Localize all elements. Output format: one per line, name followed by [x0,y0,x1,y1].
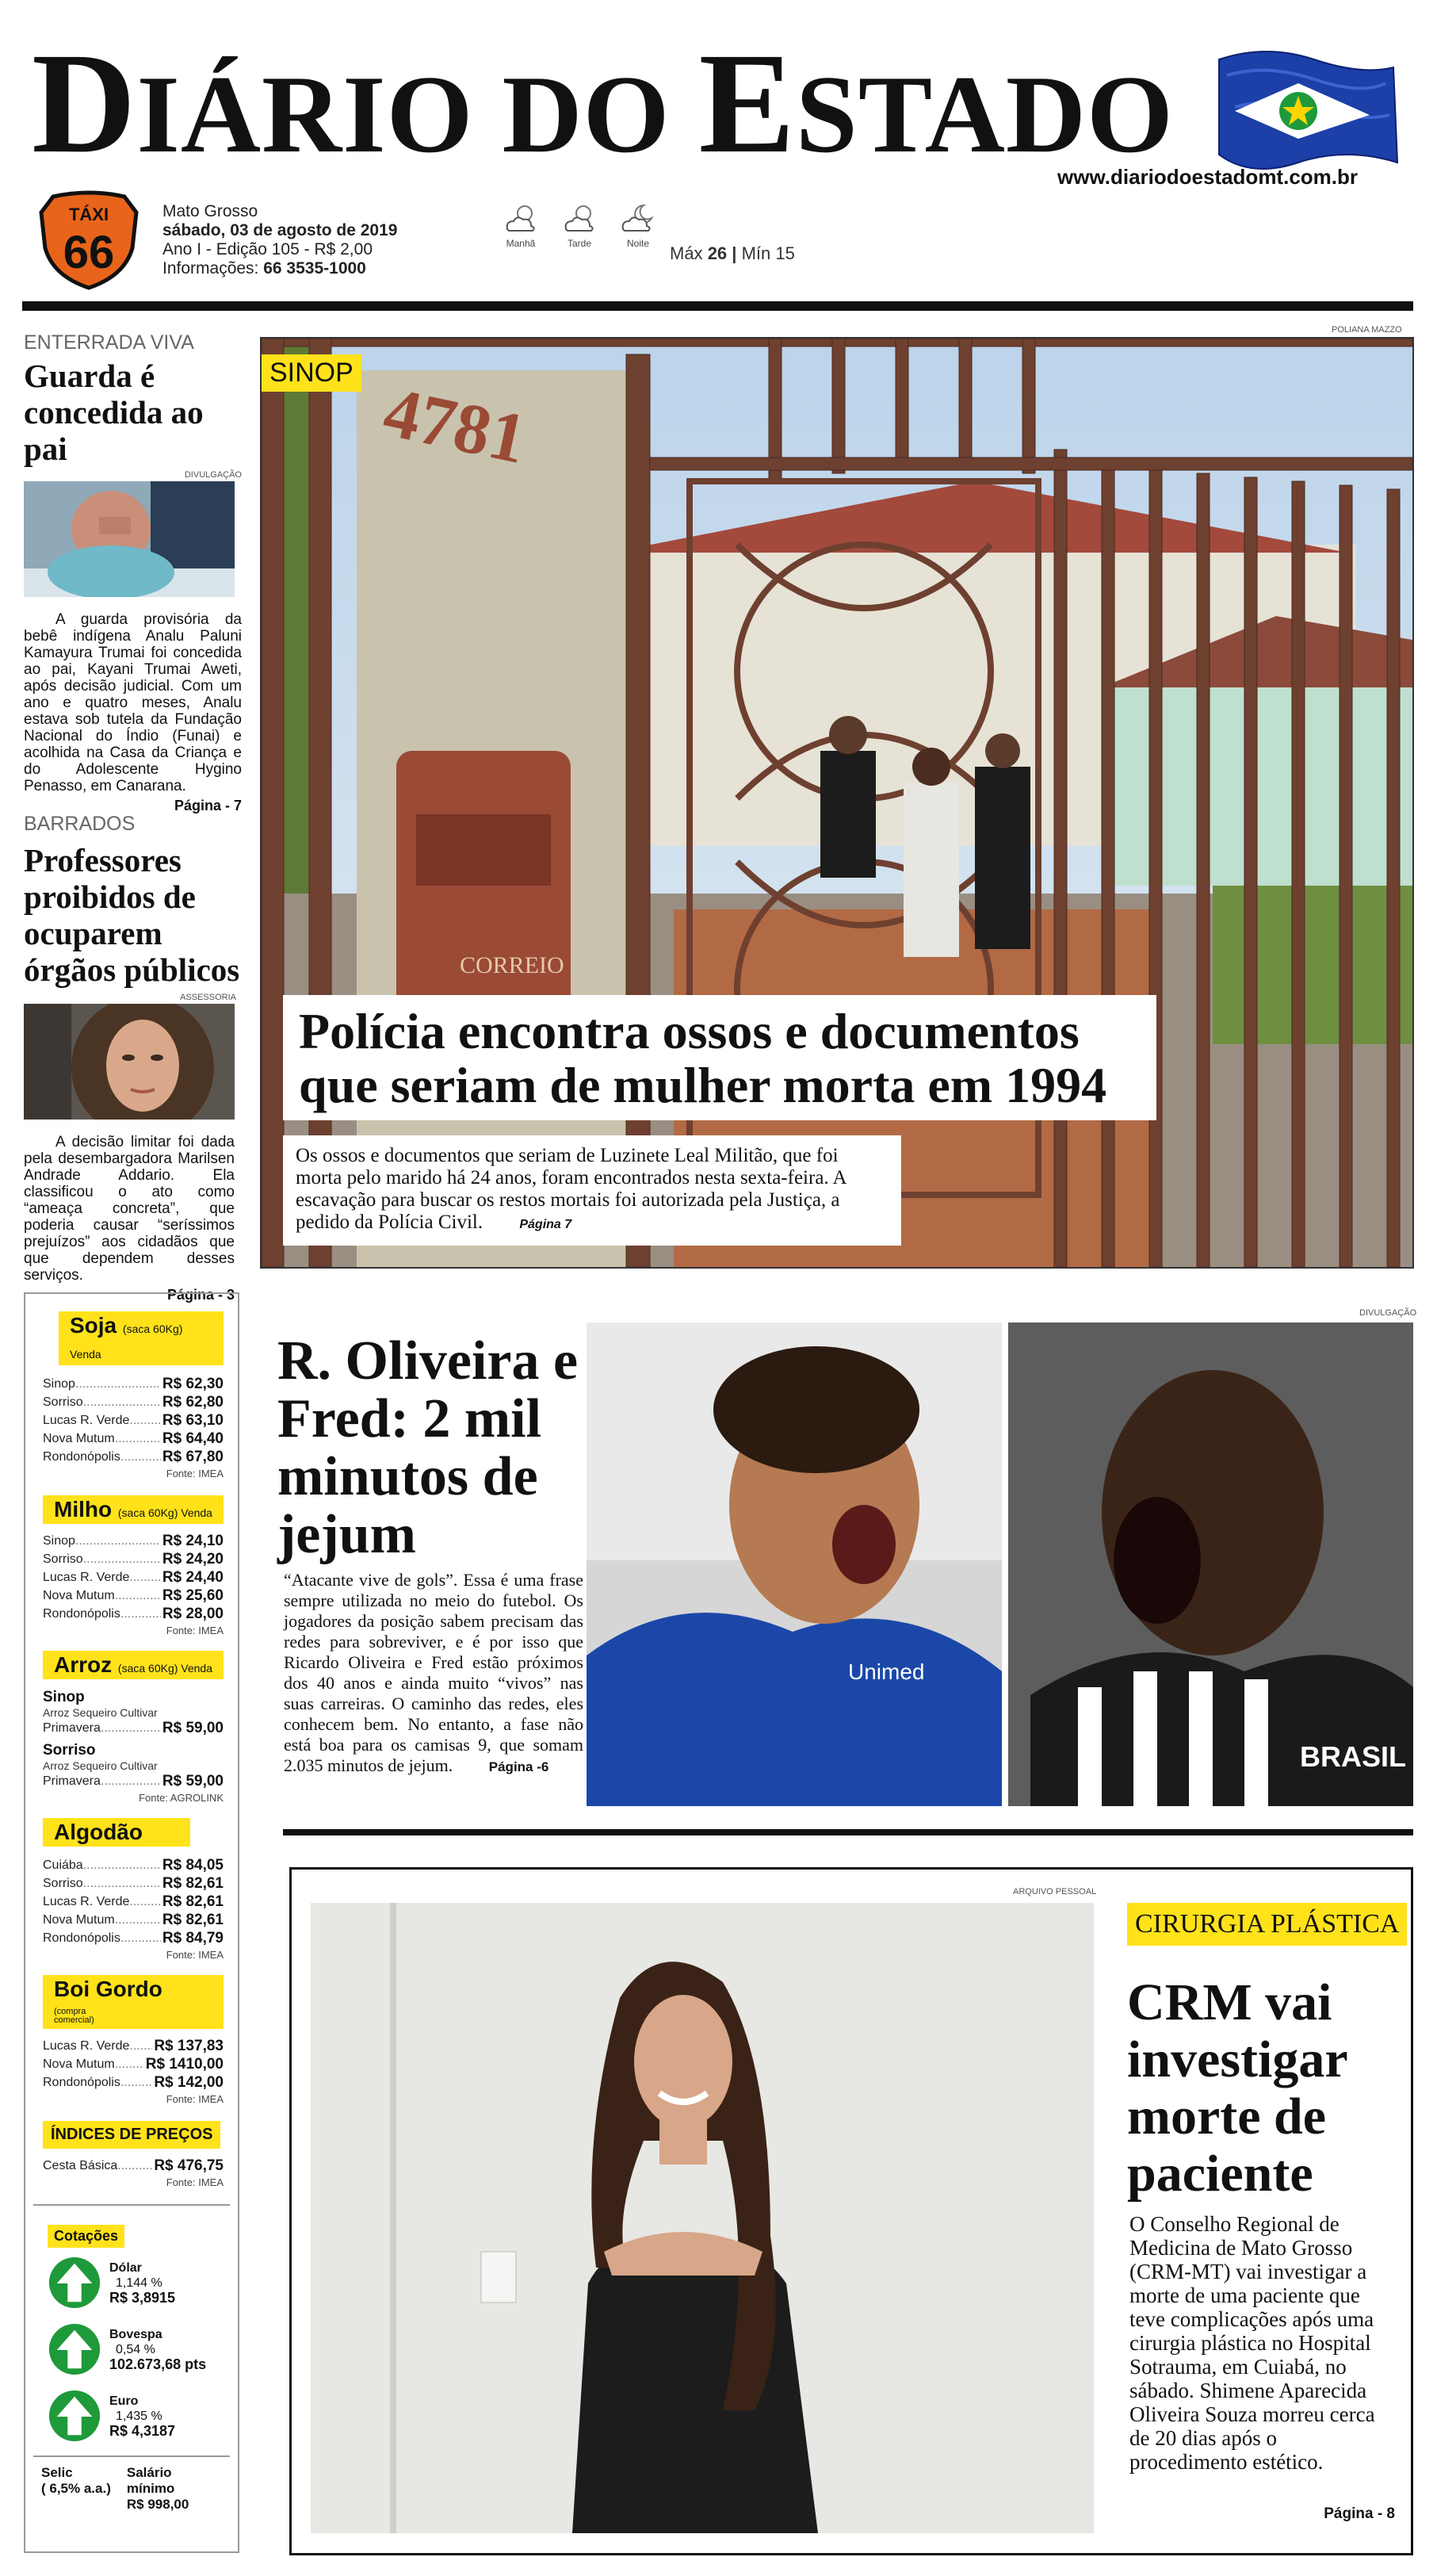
quote-location: Cuiába ..... [43,1856,161,1874]
story3-tag[interactable]: CIRURGIA PLÁSTICA [1127,1903,1407,1946]
cotacao-value: 102.673,68 pts [109,2356,207,2372]
quote-row [43,1448,224,1466]
quote-location: Nova Mutum ..... [43,1430,161,1448]
main-story-tag[interactable]: SINOP [262,354,361,392]
quote-row [43,1893,224,1911]
weather-period-night: Noite [626,238,649,249]
quote-price: R$ 64,40 [162,1430,224,1447]
svg-text:Unimed: Unimed [848,1659,925,1684]
story3-page[interactable]: Página - 8 [1324,2505,1395,2522]
quote-price: R$ 24,10 [162,1533,224,1549]
quote-location: Sorriso ..... [43,1550,161,1568]
quote-price: R$ 67,80 [162,1449,224,1465]
partly-cloudy-icon [558,202,601,235]
cotacao-value: R$ 3,8915 [109,2289,176,2306]
arroz-block [43,1651,224,1804]
cotacao-percent: 0,54 % [116,2342,155,2356]
weather-period-morning: Manhã [506,238,536,249]
boi-block [43,1975,224,2105]
header-divider [22,301,1413,311]
story3-headline[interactable]: CRM vai investigar morte de paciente [1127,1973,1347,2203]
weather-period-afternoon: Tarde [567,238,592,249]
photo-credit: DIVULGAÇÃO [184,470,242,480]
svg-text:66: 66 [63,227,115,278]
quote-row [43,2055,224,2073]
quote-price: R$ 63,10 [162,1412,224,1429]
quote-price: R$ 1410,00 [145,2056,224,2073]
mato-grosso-flag-icon [1211,44,1401,178]
quote-row [43,1929,224,1947]
quote-row [43,2157,224,2175]
story2-headline[interactable]: R. Oliveira e Fred: 2 mil minutos de jejum [277,1330,579,1565]
quote-row [43,1587,224,1605]
svg-text:4781: 4781 [376,372,533,479]
quote-location: Sorriso ..... [43,1874,161,1893]
site-url[interactable]: www.diariodoestadomt.com.br [1057,165,1358,189]
arroz-item: Sorriso Arroz Sequeiro Cultivar Primavera ..... R$ 59,00 [43,1742,224,1790]
football-players-photo [587,1322,1413,1806]
cotacoes-block [33,2204,230,2443]
side-story-2[interactable] [24,813,250,1303]
salario-minimo: Salário mínimo R$ 998,00 [126,2465,189,2512]
market-quotes-sidebar [24,1292,239,2553]
boi-title: Boi Gordo (compra comercial) [43,1975,224,2029]
temperature-range: Máx 26 | Mín 15 [670,243,795,263]
story2-photo-credit: DIVULGAÇÃO [1359,1308,1417,1318]
quote-price: R$ 62,30 [162,1376,224,1392]
milho-source: Fonte: IMEA [166,1625,224,1636]
indices-source: Fonte: IMEA [166,2176,224,2188]
story2-page[interactable]: Página -6 [488,1759,549,1774]
up-arrow-icon [48,2322,101,2376]
cotacao-item [48,2256,222,2310]
quote-price: R$ 84,05 [162,1857,224,1874]
baby-photo [24,481,235,597]
side-story-2-headline[interactable]: Professores proibidos de ocuparem órgãos públicos [24,842,240,988]
quote-price: R$ 82,61 [162,1912,224,1928]
rates-block [33,2455,230,2513]
cotacao-percent: 1,435 % [116,2409,162,2423]
cotacao-name: Bovespa [109,2327,162,2341]
cotacao-item [48,2389,222,2443]
indices-block [43,2121,224,2188]
soja-source: Fonte: IMEA [166,1468,224,1479]
quote-location: Rondonópolis ..... [43,1448,161,1466]
quote-price: R$ 24,20 [162,1551,224,1567]
quote-row [43,2037,224,2055]
cotacoes-title: Cotações [48,2225,124,2248]
main-story-page[interactable]: Página 7 [519,1218,572,1231]
quote-price: R$ 62,80 [162,1394,224,1410]
cotacao-name: Dólar [109,2260,142,2275]
quote-location: Lucas R. Verde ..... [43,1568,161,1587]
soja-title: Soja (saca 60Kg) Venda [59,1311,224,1365]
side-story-2-body: A decisão limitar foi dada pela desembargadora Marilsen Andrade Addario. Ela classificou o ato como “ameaça concreta”, que poderia causar “seríssimos prejuízos” aos cidadãos que que dependem desses serviços. [24,1134,235,1284]
edition-number: Ano I - Edição 105 - R$ 2,00 [162,240,373,258]
quote-price: R$ 25,60 [162,1587,224,1604]
side-story-1[interactable] [24,331,242,814]
quote-row [43,1430,224,1448]
svg-text:BRASIL: BRASIL [1300,1740,1406,1773]
side-story-2-kicker: BARRADOS [24,813,136,835]
story2-body: “Atacante vive de gols”. Essa é uma frase sempre utilizada no meio do futebol. Os jogadores da posição sabem precisam das redes para sobreviver, e é por isso que Ricardo Oliveira e Fred estão próximos dos 40 anos e ainda muito “vivos” nas suas carreiras. O caminho das redes, eles conhecem bem. No entanto, a fase não está boa para os camisas 9, que somam 2.035 minutos de jejum. Página -6 [284,1570,583,1775]
house-gate-photo [262,339,1412,1267]
arroz-title: Arroz (saca 60Kg) Venda [43,1651,224,1679]
quote-location: Sinop ..... [43,1532,161,1550]
cotacoes-list [48,2256,222,2443]
milho-rows [43,1532,224,1623]
quote-location: Rondonópolis ..... [43,1929,161,1947]
up-arrow-icon [48,2256,101,2310]
quote-row [43,1393,224,1411]
quote-location: Rondonópolis ..... [43,1605,161,1623]
quote-price: R$ 28,00 [162,1606,224,1622]
algodao-rows [43,1856,224,1947]
quote-price: R$ 476,75 [154,2157,224,2174]
quote-location: Lucas R. Verde ..... [43,1893,161,1911]
side-story-1-headline[interactable]: Guarda é concedida ao pai [24,358,204,467]
quote-location: Nova Mutum ..... [43,1587,161,1605]
quote-location: Nova Mutum ..... [43,1911,161,1929]
arroz-item: Sinop Arroz Sequeiro Cultivar Primavera ..... R$ 59,00 [43,1689,224,1737]
quote-location: Cesta Básica ..... [43,2157,152,2175]
milho-block [43,1495,224,1636]
cotacao-name: Euro [109,2394,139,2408]
soja-rows [43,1375,224,1466]
desembargadora-photo [24,1004,235,1120]
svg-text:TÁXI: TÁXI [68,205,109,224]
boi-rows [43,2037,224,2092]
story3-body: O Conselho Regional de Medicina de Mato Grosso (CRM-MT) vai investigar a morte de uma paciente que teve complicações após uma cirurgia plástica no Hospital Sotrauma, em Cuiabá, no sábado. Shimene Aparecida Oliveira Souza morreu cerca de 20 dias após o procedimento estético. [1129,2212,1375,2474]
quote-location: Sorriso ..... [43,1393,161,1411]
masthead-title: DIÁRIO DO ESTADO [32,24,1174,183]
quote-location: Nova Mutum ..... [43,2055,144,2073]
up-arrow-icon [48,2389,101,2443]
section-divider [283,1829,1413,1835]
milho-title: Milho (saca 60Kg) Venda [43,1495,224,1524]
indices-title: ÍNDICES DE PREÇOS [43,2121,220,2149]
side-story-1-page[interactable]: Página - 7 [174,798,242,813]
quote-row [43,1874,224,1893]
quote-location: Lucas R. Verde ..... [43,2037,152,2055]
quote-row [43,1550,224,1568]
quote-row [43,1605,224,1623]
quote-price: R$ 82,61 [162,1875,224,1892]
side-story-2-page[interactable]: Página - 3 [166,1287,235,1303]
quote-row [43,1911,224,1929]
soja-block [43,1311,224,1479]
edition-contact: Informações: 66 3535-1000 [162,259,366,278]
quote-row [43,1532,224,1550]
quote-row [43,1568,224,1587]
quote-price: R$ 24,40 [162,1569,224,1586]
edition-info [162,202,397,278]
main-story-headline[interactable]: Polícia encontra ossos e documentos que seriam de mulher morta em 1994 [283,995,1156,1120]
quote-location: Lucas R. Verde ..... [43,1411,161,1430]
photo-credit: ASSESSORIA [180,993,236,1002]
quote-price: R$ 82,61 [162,1893,224,1910]
edition-state: Mato Grosso [162,202,258,220]
arroz-source: Fonte: AGROLINK [139,1792,224,1804]
cotacao-value: R$ 4,3187 [109,2422,176,2439]
selic-rate: Selic ( 6,5% a.a.) [41,2465,111,2496]
algodao-block [43,1818,224,1961]
side-story-1-kicker: ENTERRADA VIVA [24,331,194,354]
side-story-1-body: A guarda provisória da bebê indígena Analu Paluni Kamayura Trumai foi concedida ao pai, Kayani Trumai Aweti, após decisão judicial. Com um ano e quatro meses, Analu estava sob tutela da Fundação Nacional do Índio (Funai) e acolhida na Casa da Criança e do Adolescente Hygino Penasso, em Canarana. [24,611,242,794]
algodao-title: Algodão [43,1818,190,1847]
main-story-summary: Os ossos e documentos que seriam de Luzinete Leal Militão, que foi morta pelo marido há 24 anos, foram encontrados nesta sexta-feira. A escavação para buscar os restos mortais foi autorizada pela Justiça, a pedido da Polícia Civil. Página 7 [283,1135,901,1246]
partly-cloudy-icon [499,202,542,235]
boi-source: Fonte: IMEA [166,2093,224,2105]
main-photo-credit: POLIANA MAZZO [1332,325,1402,335]
quote-row [43,1411,224,1430]
quote-location: Sinop ..... [43,1375,161,1393]
main-story-photo [260,337,1414,1269]
quote-location: Rondonópolis ..... [43,2073,152,2092]
algodao-source: Fonte: IMEA [166,1949,224,1961]
taxi-66-ad-logo[interactable] [37,189,140,292]
cotacao-item [48,2322,222,2376]
quote-price: R$ 84,79 [162,1930,224,1946]
quote-row [43,1375,224,1393]
quote-row [43,1856,224,1874]
quote-price: R$ 137,83 [154,2038,224,2054]
patient-photo [311,1903,1094,2533]
quote-row [43,2073,224,2092]
edition-date: sábado, 03 de agosto de 2019 [162,221,398,239]
svg-text:CORREIO: CORREIO [460,952,564,978]
weather-forecast [499,202,659,249]
story3-photo-credit: ARQUIVO PESSOAL [1013,1887,1097,1897]
indices-rows [43,2157,224,2175]
quote-price: R$ 142,00 [154,2074,224,2091]
cotacao-percent: 1,144 % [116,2276,162,2290]
moon-cloud-icon [617,202,659,235]
